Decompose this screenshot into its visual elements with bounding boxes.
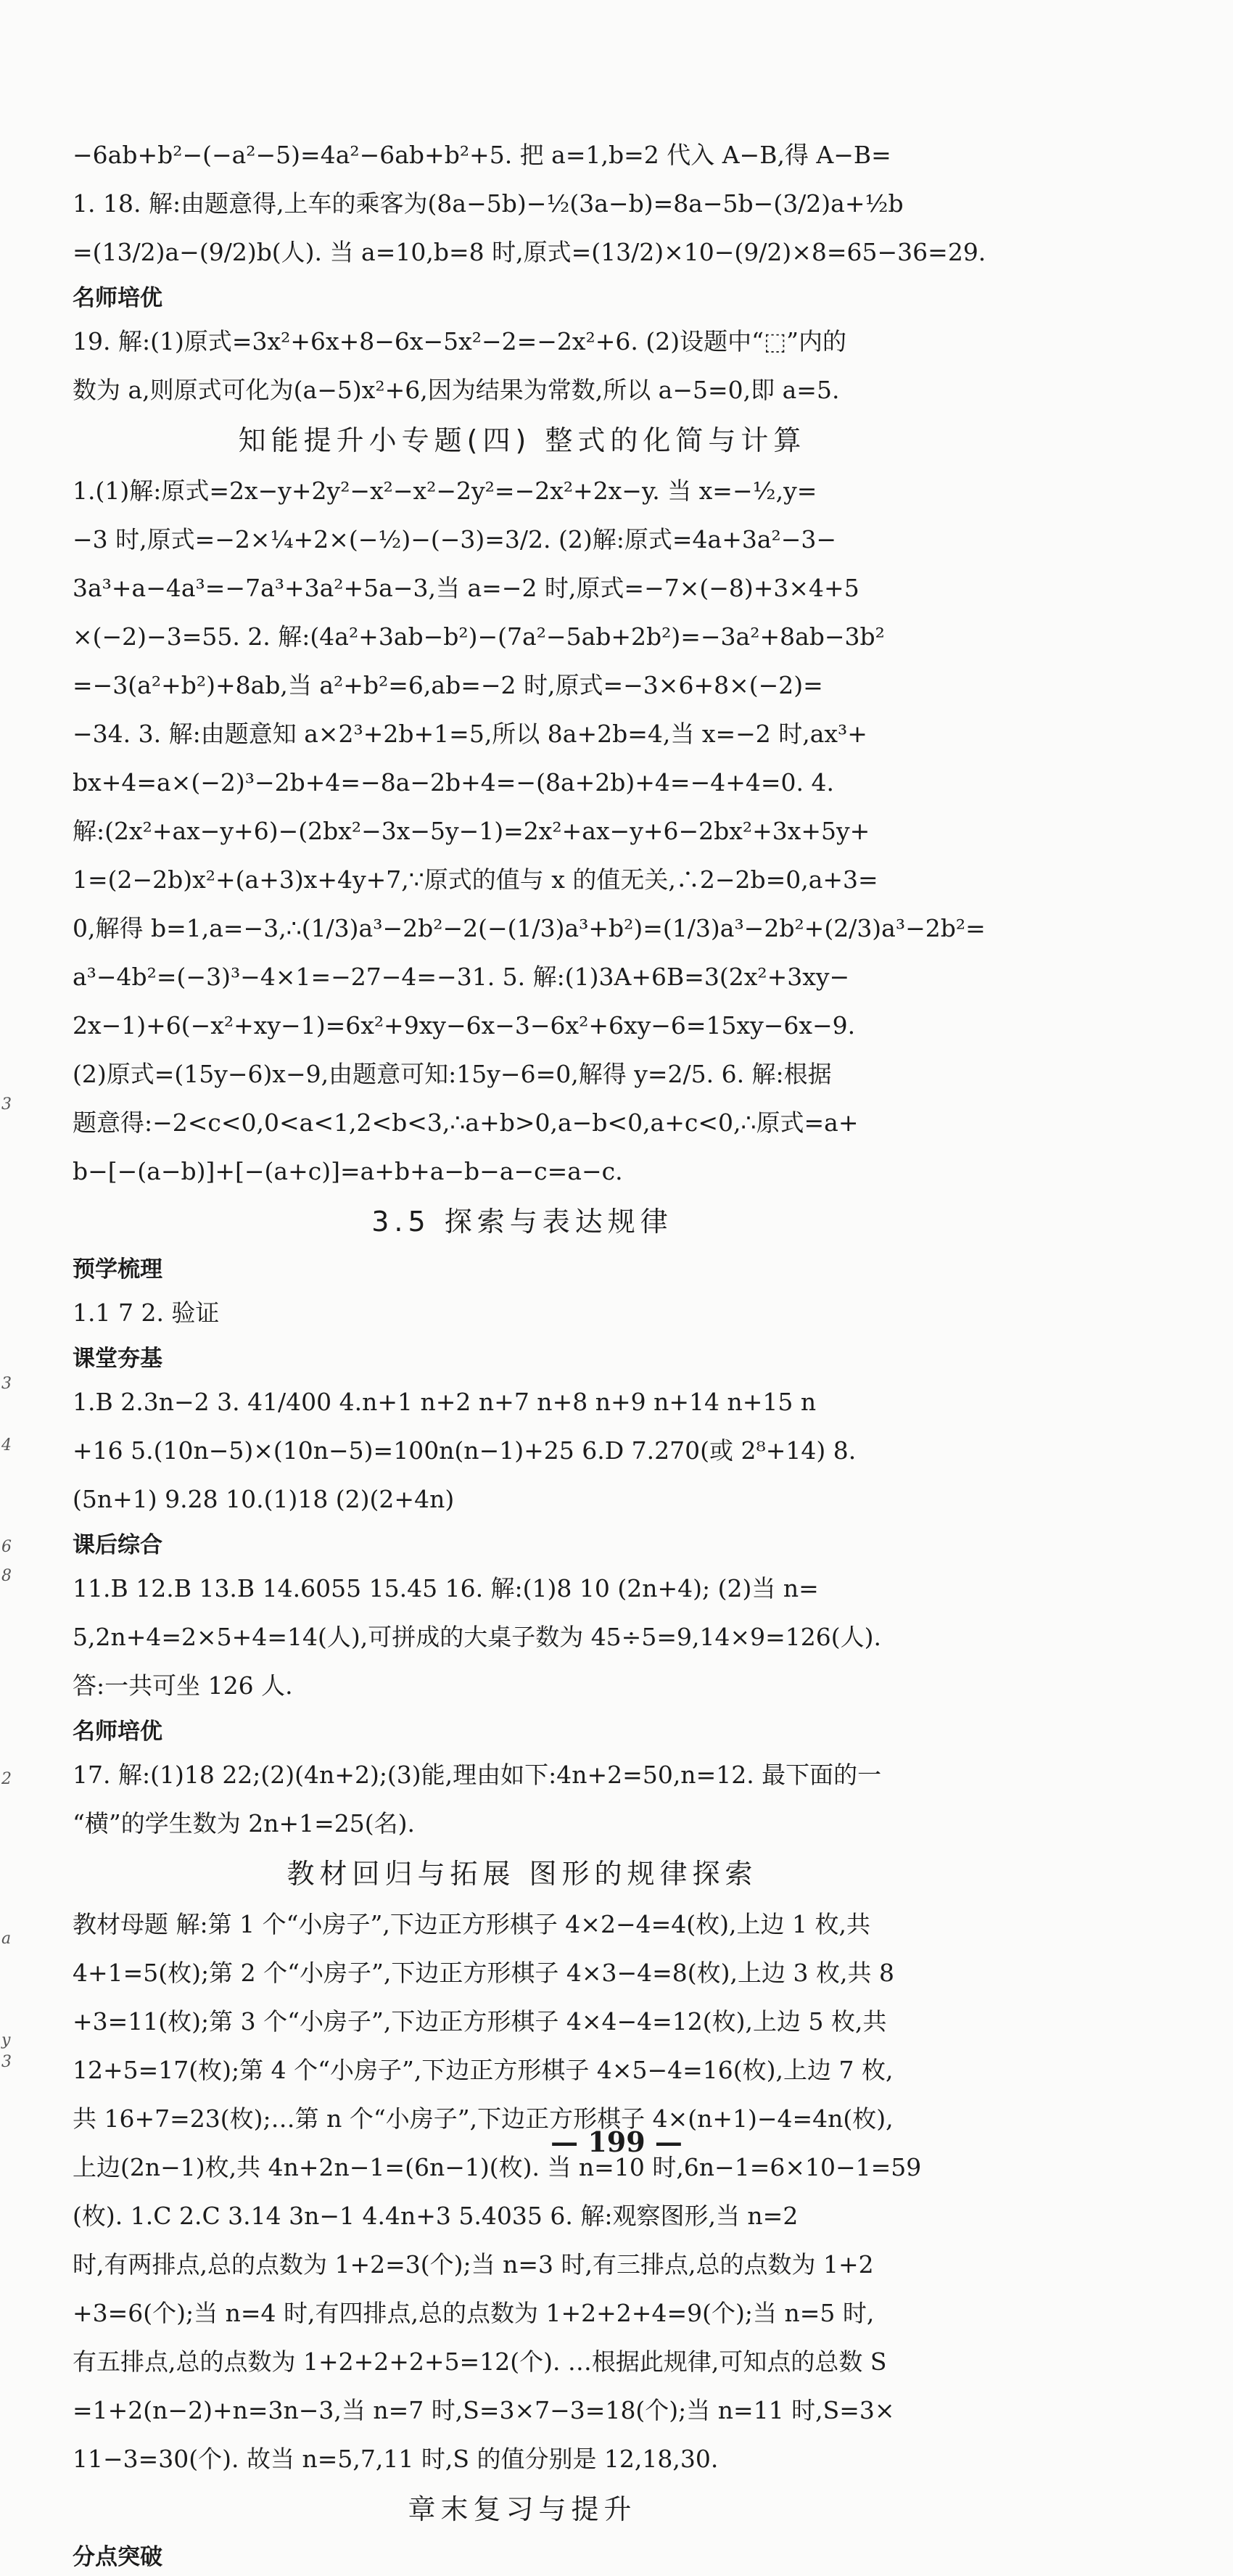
answer-paragraph	[73, 1900, 972, 2483]
text-line: 1=(2−2b)x²+(a+3)x+4y+7,∵原式的值与 x 的值无关,∴2−2b=0,a+3=	[73, 865, 878, 894]
margin-fragment: 8	[1, 1567, 12, 1585]
text-line: +3=6(个);当 n=4 时,有四排点,总的点数为 1+2+2+4=9(个);当 n=5 时,	[73, 2299, 875, 2327]
text-line: 时,有两排点,总的点数为 1+2=3(个);当 n=3 时,有三排点,总的点数为 1+2	[73, 2250, 874, 2279]
text-line: 1. 18. 解:由题意得,上车的乘客为(8a−5b)−½(3a−b)=8a−5b−(3/2)a+½b	[73, 189, 904, 218]
margin-fragment: a	[1, 1930, 12, 1948]
text-line: a³−4b²=(−3)³−4×1=−27−4=−31. 5. 解:(1)3A+6B=3(2x²+3xy−	[73, 963, 850, 991]
text-line: 数为 a,则原式可化为(a−5)x²+6,因为结果为常数,所以 a−5=0,即 a=5.	[73, 376, 840, 404]
text-line: 2x−1)+6(−x²+xy−1)=6x²+9xy−6x−3−6x²+6xy−6=15xy−6x−9.	[73, 1011, 856, 1040]
text-line: 答:一共可坐 126 人.	[73, 1671, 293, 1700]
subsection-label: 课后综合	[73, 1532, 162, 1558]
text-line: −34. 3. 解:由题意知 a×2³+2b+1=5,所以 8a+2b=4,当 x=−2 时,ax³+	[73, 720, 867, 748]
answer-paragraph	[73, 466, 986, 1196]
text-line: 3a³+a−4a³=−7a³+3a²+5a−3,当 a=−2 时,原式=−7×(−8)+3×4+5	[73, 574, 859, 602]
text-line: (5n+1) 9.28 10.(1)18 (2)(2+4n)	[73, 1485, 455, 1513]
answer-paragraph	[73, 1750, 972, 1848]
text-line: “横”的学生数为 2n+1=25(名).	[73, 1809, 416, 1838]
answer-paragraph	[73, 1288, 972, 1337]
margin-fragment: 6	[1, 1538, 12, 1556]
text-line: bx+4=a×(−2)³−2b+4=−8a−2b+4=−(8a+2b)+4=−4+4=0. 4.	[73, 768, 834, 797]
margin-fragment: 4	[1, 1436, 12, 1454]
text-line: 19. 解:(1)原式=3x²+6x+8−6x−5x²−2=−2x²+6. (2)设题中“⬚”内的	[73, 327, 847, 355]
text-line: 12+5=17(枚);第 4 个“小房子”,下边正方形棋子 4×5−4=16(枚),上边 7 枚,	[73, 2056, 894, 2084]
section-title: 知能提升小专题(四) 整式的化简与计算	[238, 424, 807, 456]
subsection-label: 预学梳理	[73, 1256, 162, 1283]
text-line: 4+1=5(枚);第 2 个“小房子”,下边正方形棋子 4×3−4=8(枚),上边 3 枚,共 8	[73, 1959, 894, 1987]
margin-fragment: 2	[1, 1770, 12, 1788]
text-line: 上边(2n−1)枚,共 4n+2n−1=(6n−1)(枚). 当 n=10 时,6n−1=6×10−1=59	[73, 2153, 922, 2181]
text-line: 0,解得 b=1,a=−3,∴(1/3)a³−2b²−2(−(1/3)a³+b²)=(1/3)a³−2b²+(2/3)a³−2b²=	[73, 914, 986, 942]
subsection-label: 课堂夯基	[73, 1346, 162, 1372]
margin-fragment: 3	[1, 1375, 12, 1393]
margin-fragment: y	[1, 2031, 11, 2049]
margin-fragment: 3	[1, 1095, 12, 1114]
section-title: 教材回归与拓展 图形的规律探索	[286, 1858, 758, 1890]
text-line: (2)原式=(15y−6)x−9,由题意可知:15y−6=0,解得 y=2/5. 6. 解:根据	[73, 1060, 832, 1088]
answer-paragraph	[73, 131, 986, 276]
answer-page-content	[73, 131, 986, 2576]
answer-paragraph	[73, 317, 972, 414]
subsection-label: 名师培优	[73, 1719, 162, 1745]
text-line: =(13/2)a−(9/2)b(人). 当 a=10,b=8 时,原式=(13/2)×10−(9/2)×8=65−36=29.	[73, 238, 986, 266]
text-line: b−[−(a−b)]+[−(a+c)]=a+b+a−b−a−c=a−c.	[73, 1157, 623, 1185]
text-line: ×(−2)−3=55. 2. 解:(4a²+3ab−b²)−(7a²−5ab+2b²)=−3a²+8ab−3b²	[73, 622, 885, 651]
text-line: −3 时,原式=−2×¼+2×(−½)−(−3)=3/2. (2)解:原式=4a+3a²−3−	[73, 525, 837, 554]
text-line: +3=11(枚);第 3 个“小房子”,下边正方形棋子 4×4−4=12(枚),上边 5 枚,共	[73, 2007, 887, 2036]
text-line: +16 5.(10n−5)×(10n−5)=100n(n−1)+25 6.D 7.270(或 2⁸+14) 8.	[73, 1436, 857, 1465]
text-line: 1.B 2.3n−2 3. 41/400 4.n+1 n+2 n+7 n+8 n+9 n+14 n+15 n	[73, 1388, 817, 1416]
section-title: 3.5 探索与表达规律	[371, 1206, 673, 1238]
section-title: 章末复习与提升	[408, 2493, 637, 2525]
page-number: — 199 —	[550, 2126, 683, 2158]
margin-fragment: 3	[1, 2053, 12, 2071]
text-line: =−3(a²+b²)+8ab,当 a²+b²=6,ab=−2 时,原式=−3×6+8×(−2)=	[73, 671, 823, 699]
text-line: 题意得:−2<c<0,0<a<1,2<b<3,∴a+b>0,a−b<0,a+c<0,∴原式=a+	[73, 1108, 859, 1137]
answer-paragraph	[73, 1378, 972, 1523]
text-line: (枚). 1.C 2.C 3.14 3n−1 4.4n+3 5.4035 6. 解:观察图形,当 n=2	[73, 2202, 799, 2230]
text-line: 有五排点,总的点数为 1+2+2+2+5=12(个). …根据此规律,可知点的总数 S	[73, 2347, 887, 2376]
text-line: 1.1 7 2. 验证	[73, 1299, 220, 1327]
text-line: 1.(1)解:原式=2x−y+2y²−x²−x²−2y²=−2x²+2x−y. 当 x=−½,y=	[73, 477, 817, 505]
answer-paragraph	[73, 1564, 972, 1710]
text-line: 教材母题 解:第 1 个“小房子”,下边正方形棋子 4×2−4=4(枚),上边 1 枚,共	[73, 1910, 870, 1938]
text-line: −6ab+b²−(−a²−5)=4a²−6ab+b²+5. 把 a=1,b=2 代入 A−B,得 A−B=	[73, 141, 891, 169]
text-line: 11.B 12.B 13.B 14.6055 15.45 16. 解:(1)8 10 (2n+4); (2)当 n=	[73, 1574, 819, 1602]
text-line: 11−3=30(个). 故当 n=5,7,11 时,S 的值分别是 12,18,30.	[73, 2445, 719, 2473]
text-line: 5,2n+4=2×5+4=14(人),可拼成的大桌子数为 45÷5=9,14×9=126(人).	[73, 1623, 881, 1651]
text-line: 共 16+7=23(枚);…第 n 个“小房子”,下边正方形棋子 4×(n+1)−4=4n(枚),	[73, 2104, 894, 2133]
text-line: 17. 解:(1)18 22;(2)(4n+2);(3)能,理由如下:4n+2=50,n=12. 最下面的一	[73, 1761, 882, 1789]
text-line: 解:(2x²+ax−y+6)−(2bx²−3x−5y−1)=2x²+ax−y+6−2bx²+3x+5y+	[73, 817, 870, 845]
subsection-label: 名师培优	[73, 285, 162, 311]
text-line: =1+2(n−2)+n=3n−3,当 n=7 时,S=3×7−3=18(个);当 n=11 时,S=3×	[73, 2396, 895, 2424]
subsection-label: 分点突破	[73, 2544, 162, 2570]
